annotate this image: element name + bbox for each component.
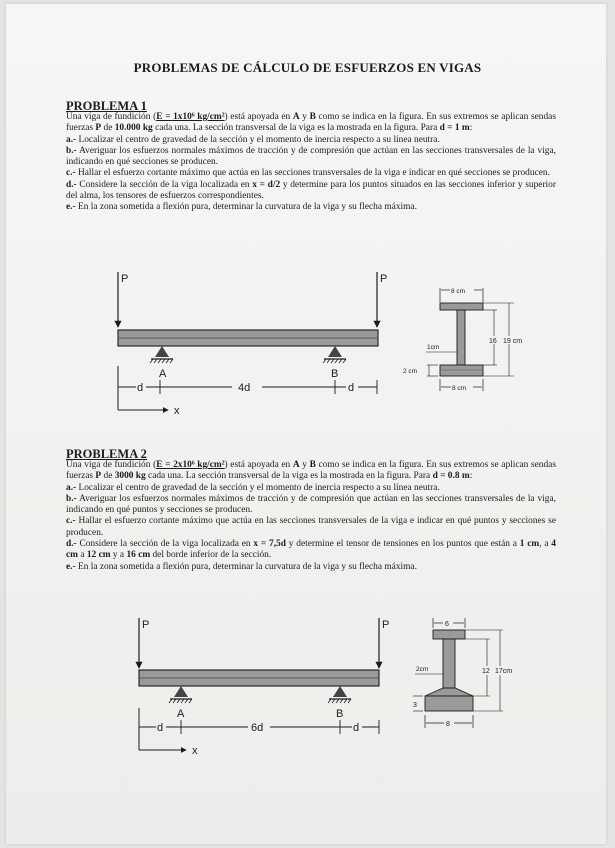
problem-1-cross-section bbox=[0, 278, 615, 398]
section-2-top-width: 6 bbox=[445, 621, 449, 628]
section-1-web-label: 1cm bbox=[427, 344, 440, 351]
dim-label-left: d bbox=[137, 382, 144, 394]
section-1-web-height: 16 bbox=[489, 338, 497, 345]
x-axis-label: x bbox=[192, 745, 198, 757]
section-2-top-flange bbox=[433, 630, 465, 639]
problem-2-heading: PROBLEMA 2 bbox=[66, 447, 147, 461]
section-1-top-width: 8 cm bbox=[451, 288, 466, 295]
problem-1-item-d: d.- Considere la sección de la viga localizada en x = d/2 y determine para los puntos situados en las secciones inferior y superior del alma, los tensores de esfuerzos correspondientes. bbox=[66, 179, 556, 202]
section-1-total-height: 19 cm bbox=[503, 338, 523, 345]
section-1-top-flange bbox=[440, 303, 483, 310]
problem-1-item-b: b.- Averiguar los esfuerzos normales máximos de tracción y de compresión que actúan en las secciones transversales de la viga, indicando en qué secciones se producen. bbox=[66, 145, 556, 168]
problem-2-item-b: b.- Averiguar los esfuerzos normales máximos de tracción y de compresión que actúan en las secciones transversales de la viga, indicando en qué puntos y secciones se producen. bbox=[66, 493, 556, 516]
problem-1-item-a: a.- Localizar el centro de gravedad de la sección y el momento de inercia respecto a su línea neutra. bbox=[66, 134, 440, 145]
support-b-label: B bbox=[336, 708, 344, 720]
problem-2-item-a: a.- Localizar el centro de gravedad de la sección y el momento de inercia respecto a su línea neutra. bbox=[66, 482, 440, 493]
load-label-left: P bbox=[142, 619, 150, 631]
dim-label-right: d bbox=[353, 722, 360, 734]
problem-2-item-e: e.- En la zona sometida a flexión pura, determinar la curvatura de la viga y su flecha máxima. bbox=[66, 561, 417, 572]
problem-2-cross-section bbox=[0, 614, 615, 734]
section-2-web bbox=[443, 639, 455, 696]
problem-2-item-c: c.- Hallar el esfuerzo cortante máximo que actúa en las secciones transversales de la viga e indicar en qué puntos y secciones se producen. bbox=[66, 516, 556, 538]
page-title: PROBLEMAS DE CÁLCULO DE ESFUERZOS EN VIGAS bbox=[133, 60, 482, 75]
section-2-total-height: 17cm bbox=[495, 668, 513, 675]
load-label-right: P bbox=[380, 273, 388, 285]
section-2-flange-label: 3 bbox=[413, 702, 417, 709]
problem-1-item-e: e.- En la zona sometida a flexión pura, determinar la curvatura de la viga y su flecha máxima. bbox=[66, 202, 417, 213]
section-2-web-height: 12 bbox=[482, 668, 490, 675]
support-a-label: A bbox=[159, 368, 167, 380]
section-1-bottom-width: 8 cm bbox=[452, 385, 467, 392]
section-2-bottom-flange bbox=[425, 696, 473, 711]
section-2-bottom-width: 8 bbox=[446, 721, 450, 728]
section-1-web bbox=[457, 310, 465, 365]
problem-1-heading: PROBLEMA 1 bbox=[66, 99, 147, 113]
dim-label-mid: 4d bbox=[238, 382, 251, 394]
load-label-left: P bbox=[121, 273, 129, 285]
dim-label-right: d bbox=[348, 382, 355, 394]
problem-2-intro: Una viga de fundición (E = 2x10⁶ kg/cm²) está apoyada en A y B como se indica en la figura. En sus extremos se aplican sendas fuerzas P de 3000 kg cada una. La sección transversal de la viga es la mostrada en la figura. Para d = 0.8 m: bbox=[66, 460, 556, 482]
support-b-label: B bbox=[331, 368, 339, 380]
load-label-right: P bbox=[382, 619, 390, 631]
problem-2-statement bbox=[66, 460, 556, 573]
x-axis-label: x bbox=[174, 405, 180, 417]
section-1-flange-label: 2 cm bbox=[403, 368, 418, 375]
section-1-bottom-flange bbox=[440, 365, 483, 376]
problem-1-item-c: c.- Hallar el esfuerzo cortante máximo que actúa en las secciones transversales de la viga e indicar en qué secciones se producen. bbox=[66, 168, 550, 179]
support-a-label: A bbox=[177, 708, 185, 720]
problem-1-statement bbox=[66, 112, 556, 214]
dim-label-left: d bbox=[157, 722, 164, 734]
section-2-web-label: 2cm bbox=[416, 666, 429, 673]
problem-1-intro: Una viga de fundición (E = 1x10⁶ kg/cm²) está apoyada en A y B como se indica en la figura. En sus extremos se aplican sendas fuerzas P de 10.000 kg cada una. La sección transversal de la viga es la mostrada en la figura. Para d = 1 m: bbox=[66, 112, 556, 134]
problem-2-item-d: d.- Considere la sección de la viga localizada en x = 7,5d y determine el tensor de tensiones en los puntos que están a 1 cm, a 4 cm a 12 cm y a 16 cm del borde inferior de la sección. bbox=[66, 539, 556, 561]
dim-label-mid: 6d bbox=[251, 722, 264, 734]
